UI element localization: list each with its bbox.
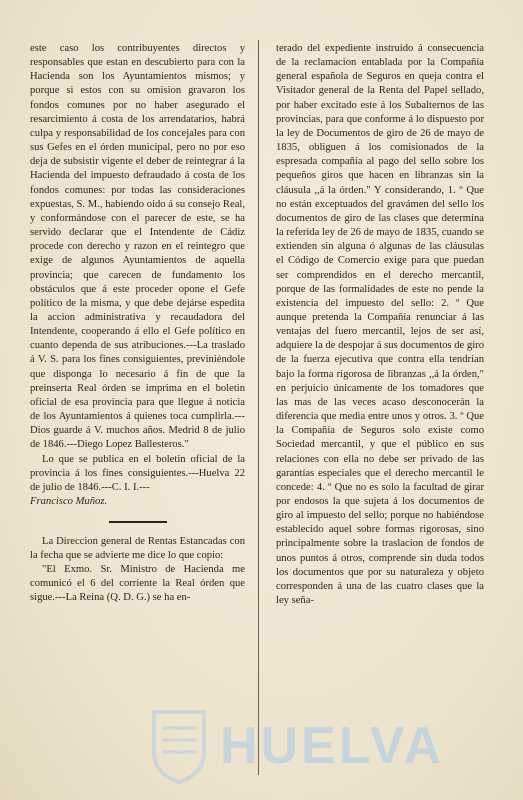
section-rule — [109, 521, 167, 523]
huelva-watermark-text: HUELVA — [220, 717, 445, 775]
left-paragraph-4: "El Exmo. Sr. Ministro de Hacienda me comunicó el 6 del corriente la Real órden que sigue.---La Reina (Q. D. G.) se ha en- — [30, 563, 245, 604]
signature: Francisco Muñoz. — [30, 496, 108, 507]
huelva-shield-watermark — [150, 708, 208, 786]
left-column — [30, 42, 245, 605]
column-divider — [258, 40, 259, 775]
left-paragraph-2: Lo que se publica en el boletin oficial de la provincia á los fines consiguientes.---Huelva 22 de julio de 1846.---C. I. I.--- — [30, 453, 245, 493]
left-paragraph-3: La Direccion general de Rentas Estancadas con la fecha que se advierte me dice lo que copio: — [30, 535, 245, 561]
left-paragraph-1: este caso los contribuyentes directos y responsables que estan en descubierto para con la Hacienda son los Ayuntamientos mismos; y porque si estos con su omision gravaron los fondos comunes por no haber asegurado el resarcimiento á costa de los arrendatarios, habrá culpa y responsabilidad de los concejales para con sus Gefes en el órden municipal, pero no por eso deja de subsistir vigente el deber de reintegrar á la Hacienda del impuesto defraudado á costa de los fondos comunes: por todas las consideraciones expuestas, S. M., habiendo oido á su consejo Real, y conformándose con el parecer de este, se ha servido declarar que el Intendente de Cádiz procede con derecho y razon en el reintegro que exige de algunos Ayuntamientos de aquella provincia; que carecen de fundamento los obstáculos que á este proceder opone el Gefe político de la misma, y que debe dejárse espedita la accion administrativa y recaudadora del Intendente, cooperando á ello el Gefe político en cuanto dependa de sus atribuciones.---La traslado á V. S. para los fines consiguientes, previniéndole que disponga lo necesario á fin de que la preinserta Real órden se imprima en el boletin oficial de esa provincia para que llegue á noticia de los Ayuntamientos á quienes toca cumplirla.---Dios guarde á V. muchos años. Medrid 8 de julio de 1846.---Diego Lopez Ballesteros." — [30, 43, 245, 451]
right-paragraph-1: terado del expediente instruido á consecuencia de la reclamacion entablada por la Compañía general española de Seguros en queja contra el Visitador general de la Renta del Papel sellado, por haber excitado este á los Subalternos de las provincias, para que conforme á lo dispuesto por la ley de Documentos de giro de 26 de mayo de 1835, obliguen á los comisionados de la espresada compañía al pago del sello sobre los pequeños giros que hacen en libranzas sin la cláusula ,,á la órden." Y considerando, 1. º Que no están exceptuados del gravámen del sello los documentos de giro de las clases que determina la referida ley de 26 de mayo de 1835, cuando se extienden sin alguna ó algunas de las cláusulas el Código de Comercio exige para que puedan ser comprendidos en el derecho mercantil, porque de las formalidades de este no pende la existencia del impuesto del sello: 2. º Que aunque pretenda la Compañía renunciar á las ventajas del fuero mercantil, lejos de ser así, adquiere la de despojar á sus documentos de giro de la fuerza ejecutiva que contra ella tendrian bajo la forma rigorosa de libranzas ,,á la órden," en perjuicio únicamente de los tomadores que las mas de las veces acaso desconocerán la diferencia que media entre unos y otros. 3. º Que la Compañía de Seguros solo existe como Sociedad mercantil, y que el público en sus relaciones con ella no debe ser privado de las garantías especiales que el derecho mercantil le concede: 4. º Que no es solo la facultad de girar por endosos la que sujeta á los documentos de giro al impuesto del sello; porque no habiéndose establecido aquel sobre formas rigorosas, sino principalmente sobre la traslacion de fondos de unos puntos á otros, comprende sin duda todos los documentos que por su naturaleza y objeto corresponden á una de las cuatro clases que la ley seña- — [276, 43, 484, 607]
right-column — [276, 42, 484, 608]
